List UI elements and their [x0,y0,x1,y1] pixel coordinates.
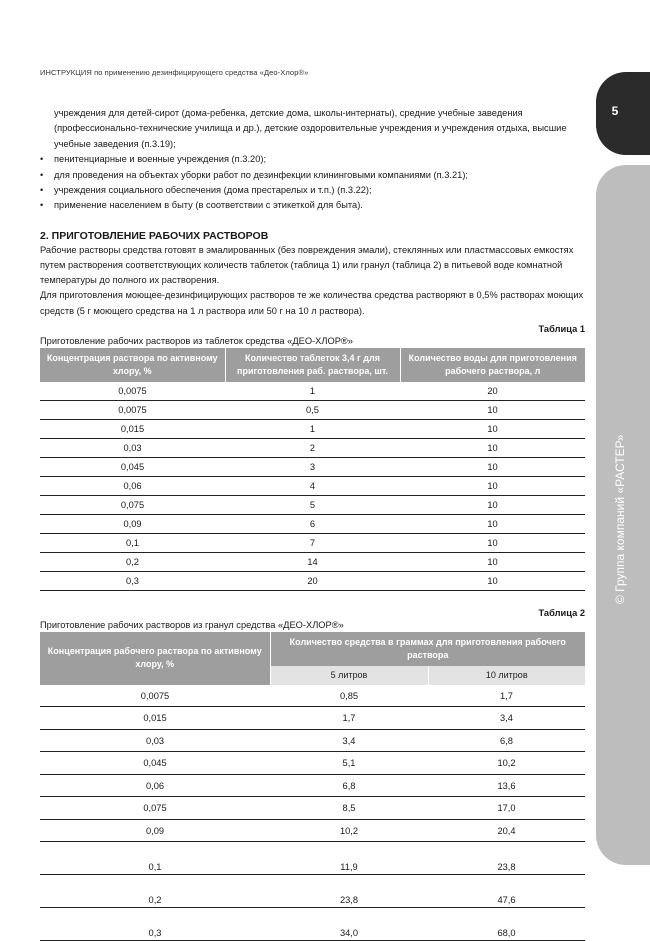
table-row [40,457,585,476]
table-row [40,571,585,590]
column-subheader: 5 литров [270,666,428,685]
list-item: • применение населением в быту (в соответствии с этикеткой для быта). [40,200,363,211]
column-header: Количество средства в граммах для приготовления рабочего раствора [270,632,585,666]
table-cell: 0,5 [225,400,400,419]
table-cell: 10 [400,552,585,571]
table-cell: 10 [400,438,585,457]
table-row [40,752,585,775]
table-row [40,476,585,495]
table-cell: 0,075 [40,495,225,514]
table-cell: 10 [400,571,585,590]
table-row [40,382,585,401]
page-number: 5 [611,104,619,118]
table-cell: 20,4 [428,819,585,842]
table-cell: 0,06 [40,774,270,797]
table-cell: 10,2 [270,819,428,842]
table-row [40,875,585,908]
table-cell: 23,8 [270,875,428,908]
table-cell: 23,8 [428,842,585,875]
table-row [40,552,585,571]
table-row [40,797,585,820]
list-item: • учреждения социального обеспечения (дома престарелых и т.п.) (п.3.22); [40,185,372,196]
table-cell: 5,1 [270,752,428,775]
table-cell: 34,0 [270,908,428,941]
granules-table [40,632,585,941]
table-row [40,707,585,730]
table-header-row [40,348,585,382]
list-item: • для проведения на объектах уборки работ по дезинфекции клининговыми компаниями (п.3.21); [40,169,469,180]
table-row [40,908,585,941]
table-cell: 2 [225,438,400,457]
table-cell: 0,09 [40,819,270,842]
table-cell: 0,1 [40,533,225,552]
table-cell: 8,5 [270,797,428,820]
table-cell: 10 [400,476,585,495]
table-cell: 1,7 [428,685,585,707]
table-row [40,819,585,842]
table-cell: 1 [225,382,400,401]
column-header: Количество таблеток 3,4 г для приготовления раб. раствора, шт. [225,348,400,382]
table-cell: 6,8 [270,774,428,797]
table-cell: 10 [400,457,585,476]
section-title: 2. ПРИГОТОВЛЕНИЕ РАБОЧИХ РАСТВОРОВ [40,229,269,242]
table-cell: 68,0 [428,908,585,941]
table-row [40,495,585,514]
table-cell: 0,03 [40,729,270,752]
table-cell: 6 [225,514,400,533]
table-cell: 0,2 [40,552,225,571]
table-cell: 0,03 [40,438,225,457]
table-row [40,729,585,752]
table-cell: 20 [225,571,400,590]
table-cell: 10 [400,419,585,438]
table-number: Таблица 2 [538,607,585,618]
table-cell: 1,7 [270,707,428,730]
column-header: Концентрация рабочего раствора по активному хлору, % [40,632,270,685]
table-cell: 0,3 [40,571,225,590]
table-cell: 0,0075 [40,685,270,707]
table-cell: 0,075 [40,797,270,820]
table-caption: Приготовление рабочих растворов из гранул средства «ДЕО-ХЛОР®» [40,619,344,630]
tablets-table [40,348,585,591]
table-cell: 0,015 [40,707,270,730]
table-cell: 0,045 [40,752,270,775]
table-cell: 10 [400,400,585,419]
table2-body [40,685,585,941]
list-item: • пенитенциарные и военные учреждения (п.3.20); [40,154,267,165]
table-cell: 10 [400,495,585,514]
table-cell: 11,9 [270,842,428,875]
table-cell: 3,4 [270,729,428,752]
table-cell: 0,0075 [40,382,225,401]
table-cell: 1 [225,419,400,438]
table-cell: 0,0075 [40,400,225,419]
column-subheader: 10 литров [428,666,585,685]
table-cell: 4 [225,476,400,495]
table-row [40,400,585,419]
table-cell: 20 [400,382,585,401]
table-cell: 0,85 [270,685,428,707]
table-cell: 7 [225,533,400,552]
column-header: Концентрация раствора по активному хлору, % [40,348,225,382]
table-cell: 0,2 [40,875,270,908]
table-row [40,842,585,875]
table-cell: 3,4 [428,707,585,730]
table-cell: 17,0 [428,797,585,820]
table-caption: Приготовление рабочих растворов из таблеток средства «ДЕО-ХЛОР®» [40,335,353,346]
intro-list [40,106,585,214]
table-cell: 5 [225,495,400,514]
table-cell: 0,09 [40,514,225,533]
paragraph: Для приготовления моющее-дезинфицирующих растворов те же количества средства растворяют в 0,5% растворах моющих средств (5 г моющего средства на 1 л раствора или 50 г на 10 л раствора). [40,290,584,316]
copyright-label: © Группа компаний «РАСТЕР» [613,434,627,604]
column-header: Количество воды для приготовления рабочего раствора, л [400,348,585,382]
table-number: Таблица 1 [538,323,585,334]
page-content [40,106,585,941]
running-header: ИНСТРУКЦИЯ по применению дезинфицирующего средства «Део-Хлор®» [40,68,309,77]
table-header-row [40,632,585,666]
table-cell: 3 [225,457,400,476]
table-row [40,533,585,552]
table-cell: 10,2 [428,752,585,775]
table-cell: 47,6 [428,875,585,908]
table-row [40,774,585,797]
table-cell: 6,8 [428,729,585,752]
table-row [40,438,585,457]
table-cell: 0,1 [40,842,270,875]
table-cell: 13,6 [428,774,585,797]
table-cell: 10 [400,533,585,552]
table-cell: 0,045 [40,457,225,476]
paragraph: Рабочие растворы средства готовят в эмалированных (без повреждения эмали), стеклянных или пластмассовых емкостях путем растворения соответствующих количеств таблеток (таблица 1) или гранул (таблица 2) в питьевой воде комнатной температуры до полного их растворения. [40,244,574,286]
table1-body [40,382,585,591]
table-row [40,514,585,533]
table-cell: 0,06 [40,476,225,495]
table-row [40,419,585,438]
table-cell: 10 [400,514,585,533]
table-cell: 14 [225,552,400,571]
table-row [40,685,585,707]
table-cell: 0,015 [40,419,225,438]
intro-continuation: учреждения для детей-сирот (дома-ребенка, детские дома, школы-интернаты), средние учебные заведения (профессионально-технические училища и др.), детские оздоровительные учреждения и учреждения отдыха, высшие учебные заведения (п.3.19); [54,108,567,149]
table-cell: 0,3 [40,908,270,941]
